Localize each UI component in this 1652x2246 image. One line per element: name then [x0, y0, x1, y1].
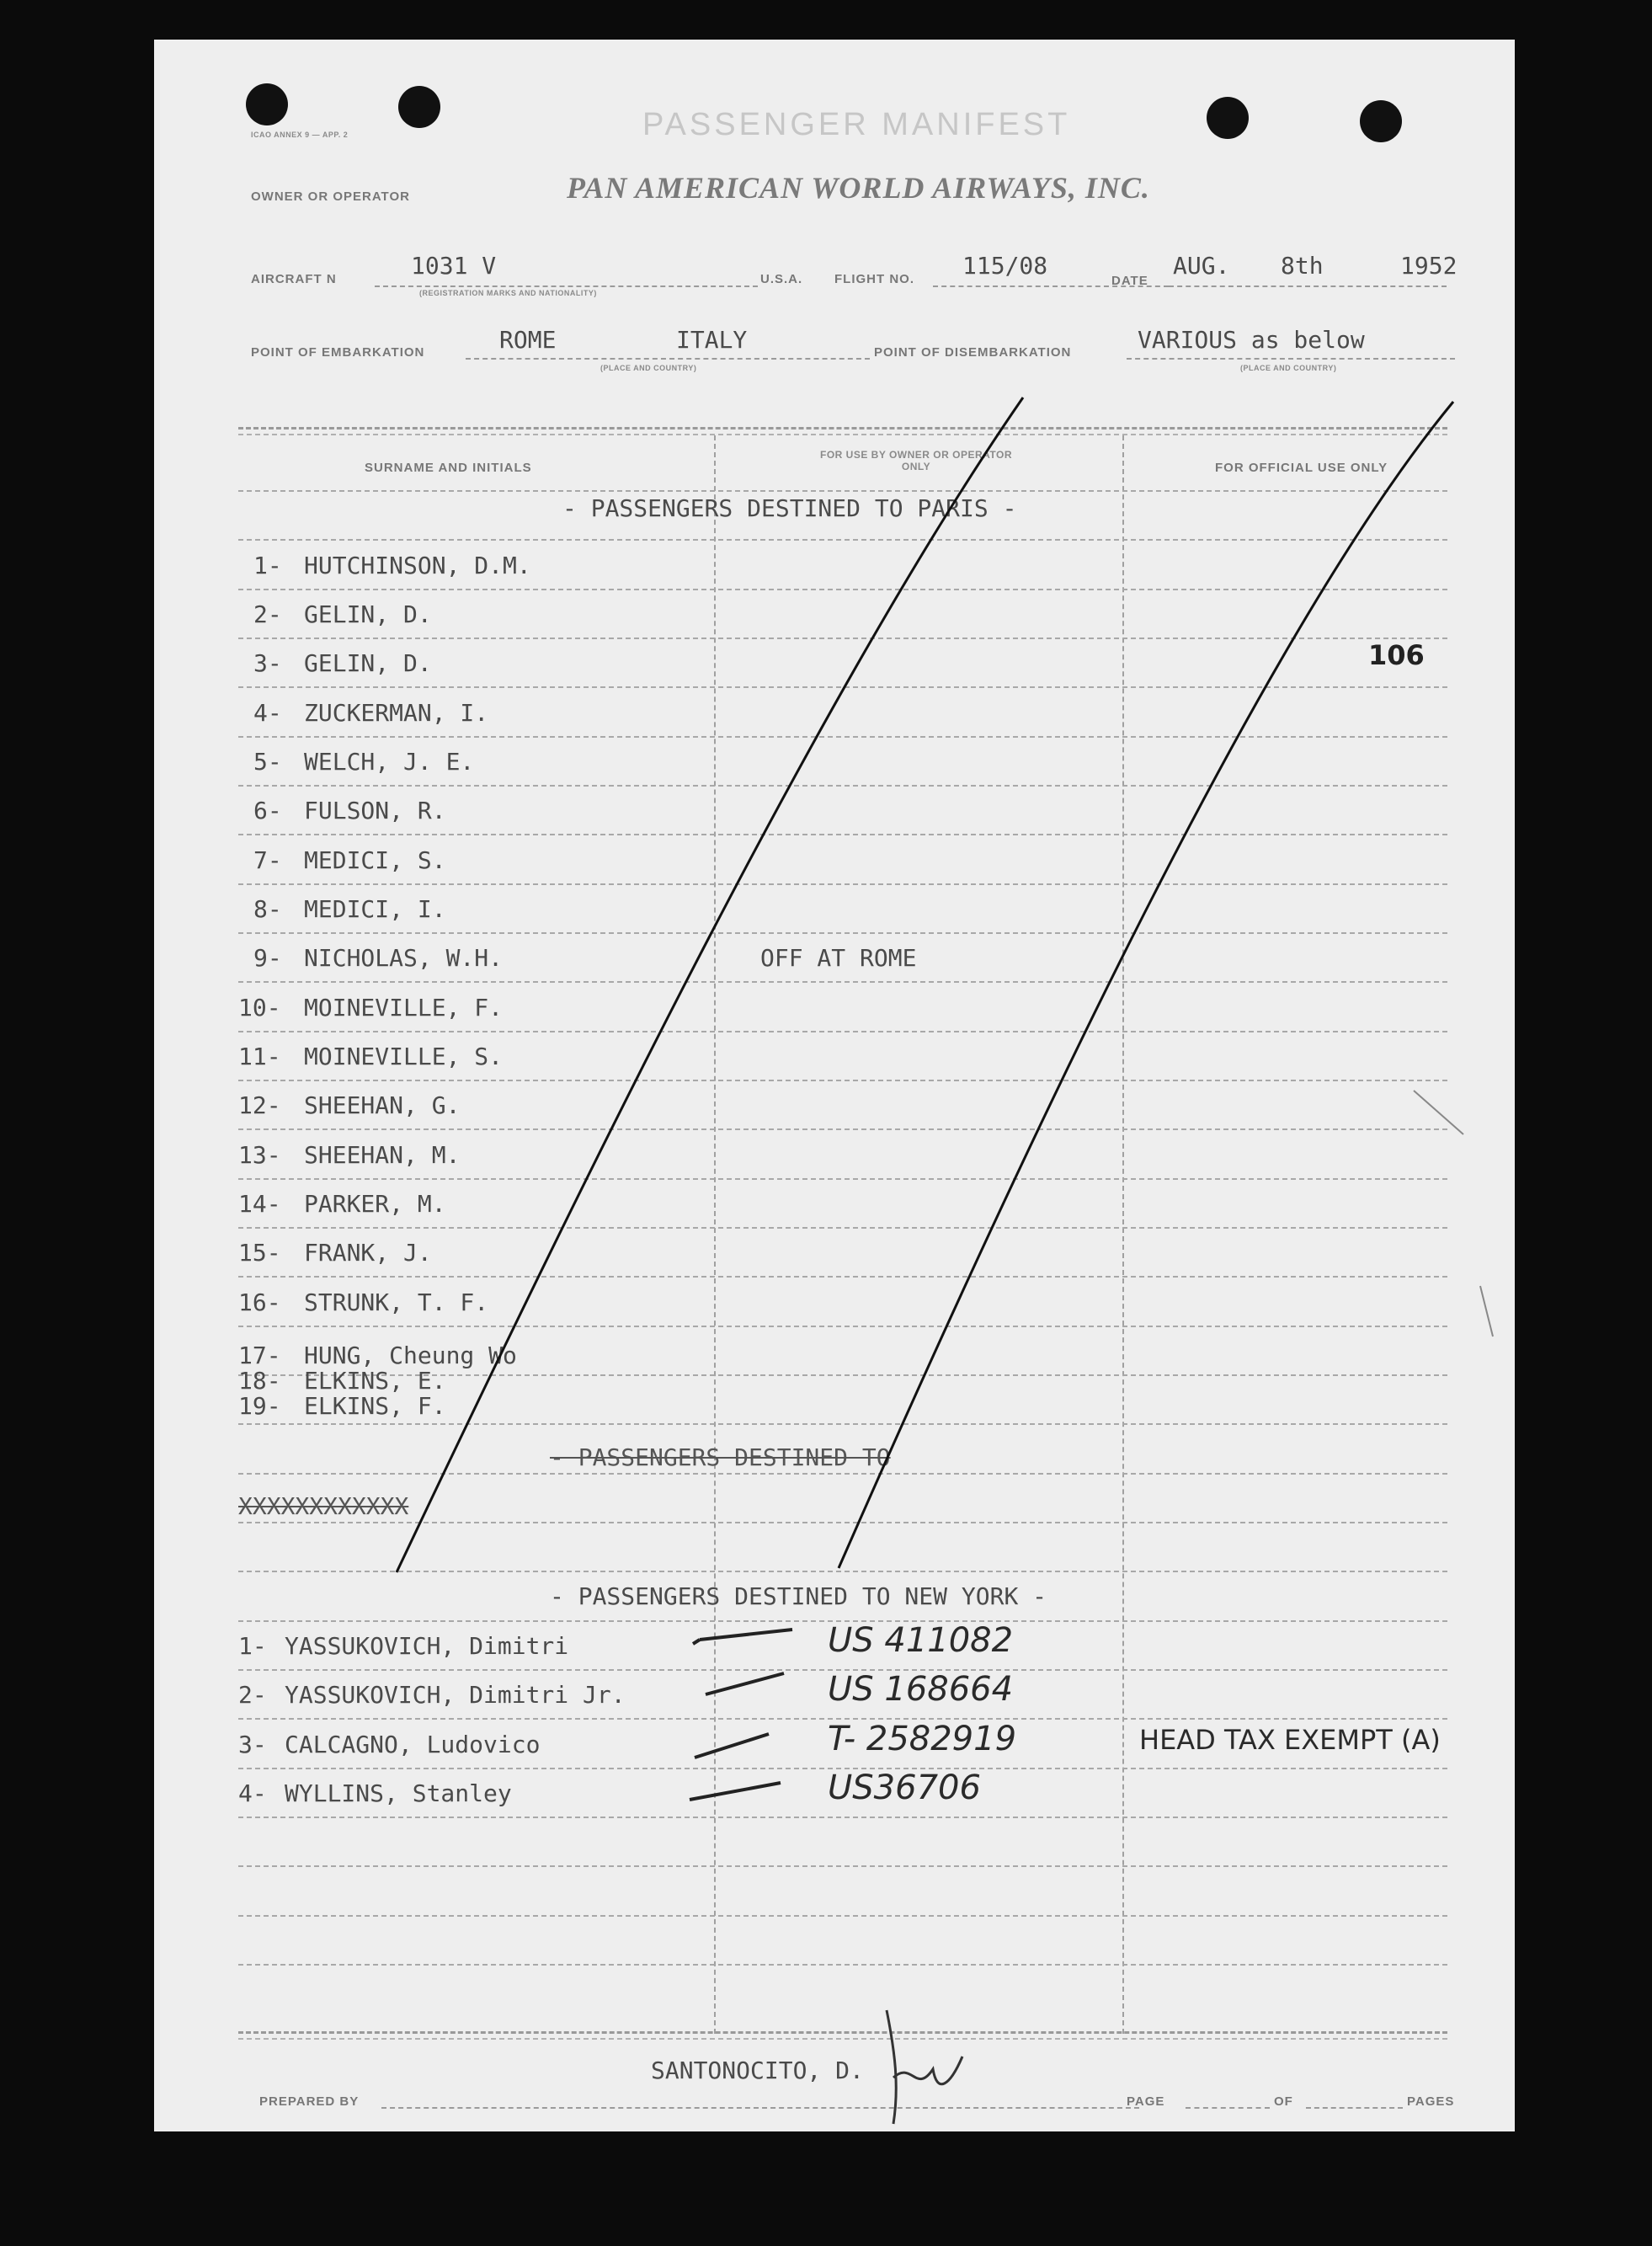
paris-passenger-number: 7-	[253, 846, 282, 874]
paris-passenger-number: 16-	[238, 1288, 281, 1316]
paris-passenger-name: PARKER, M.	[304, 1190, 446, 1218]
paris-passenger-name: GELIN, D.	[304, 600, 432, 628]
paris-passenger-number: 5-	[253, 748, 282, 776]
ny-passenger-number: 4-	[238, 1779, 267, 1807]
punch-hole	[398, 86, 440, 128]
column-header-names: SURNAME AND INITIALS	[365, 461, 532, 475]
form-title: PASSENGER MANIFEST	[642, 107, 1071, 142]
paris-heading: - PASSENGERS DESTINED TO PARIS -	[562, 494, 1017, 522]
aircraft-value: 1031 V	[411, 252, 497, 280]
paris-passenger-name: MEDICI, I.	[304, 895, 446, 923]
paris-passenger-name: MOINEVILLE, F.	[304, 994, 504, 1022]
official-stamp-number: 106	[1368, 639, 1425, 671]
disembarkation-label: POINT OF DISEMBARKATION	[874, 345, 1072, 360]
paris-passenger-number: 2-	[253, 600, 282, 628]
paris-passenger-number: 13-	[238, 1141, 281, 1169]
flight-value: 115/08	[962, 252, 1048, 280]
newyork-heading: - PASSENGERS DESTINED TO NEW YORK -	[550, 1582, 1047, 1610]
date-year: 1952	[1400, 252, 1457, 280]
paris-passenger-name: STRUNK, T. F.	[304, 1288, 489, 1316]
ny-passenger-document: US36706	[828, 1769, 981, 1807]
registration-caption: (REGISTRATION MARKS AND NATIONALITY)	[419, 289, 597, 297]
ny-passenger-number: 1-	[238, 1632, 267, 1660]
paris-passenger-number: 4-	[253, 699, 282, 727]
paris-passenger-number: 10-	[238, 994, 281, 1022]
ny-passenger-official-note: HEAD TAX EXEMPT (A)	[1139, 1724, 1441, 1756]
usa-label: U.S.A.	[760, 272, 803, 286]
paris-passenger-number: 8-	[253, 895, 282, 923]
paris-passenger-number: 15-	[238, 1239, 281, 1267]
paris-passenger-number: 9-	[253, 944, 282, 972]
embarkation-country: ITALY	[676, 326, 748, 354]
form-reference: ICAO ANNEX 9 — APP. 2	[251, 131, 349, 139]
manifest-page	[154, 40, 1515, 2131]
paris-passenger-number: 19-	[238, 1392, 281, 1420]
paris-passenger-number: 12-	[238, 1091, 281, 1119]
ny-passenger-name: WYLLINS, Stanley	[285, 1779, 512, 1807]
paris-passenger-name: FULSON, R.	[304, 797, 446, 824]
paris-passenger-number: 17-	[238, 1342, 281, 1369]
ny-passenger-number: 2-	[238, 1681, 267, 1709]
paris-passenger-number: 11-	[238, 1043, 281, 1070]
crossed-out-line: XXXXXXXXXXXX	[238, 1492, 409, 1520]
paris-passenger-name: MEDICI, S.	[304, 846, 446, 874]
date-month: AUG.	[1173, 252, 1230, 280]
embarkation-city: ROME	[499, 326, 557, 354]
paris-passenger-name: HUNG, Cheung Wo	[304, 1342, 517, 1369]
column-header-owner: FOR USE BY OWNER OR OPERATOR ONLY	[819, 449, 1013, 472]
owner-label: OWNER OR OPERATOR	[251, 189, 410, 204]
paris-passenger-name: SHEEHAN, G.	[304, 1091, 461, 1119]
punch-hole	[1360, 100, 1402, 142]
ny-passenger-name: YASSUKOVICH, Dimitri	[285, 1632, 569, 1660]
aircraft-label: AIRCRAFT N	[251, 272, 337, 286]
of-label: OF	[1274, 2094, 1293, 2109]
disembarkation-value: VARIOUS as below	[1138, 326, 1365, 354]
disembark-place-caption: (PLACE AND COUNTRY)	[1240, 364, 1337, 372]
prepared-by-label: PREPARED BY	[259, 2094, 360, 2109]
ny-passenger-name: YASSUKOVICH, Dimitri Jr.	[285, 1681, 626, 1709]
paris-passenger-number: 3-	[253, 649, 282, 677]
paris-passenger-name: ELKINS, F.	[304, 1392, 446, 1420]
flight-label: FLIGHT NO.	[834, 272, 914, 286]
crossed-out-heading: - PASSENGERS DESTINED TO	[550, 1443, 891, 1471]
ny-passenger-name: CALCAGNO, Ludovico	[285, 1731, 541, 1758]
ny-passenger-document: US 411082	[828, 1621, 1014, 1660]
punch-hole	[1207, 97, 1249, 139]
paris-passenger-name: ELKINS, E.	[304, 1367, 446, 1395]
embark-place-caption: (PLACE AND COUNTRY)	[600, 364, 697, 372]
ny-passenger-document: T- 2582919	[828, 1720, 1017, 1758]
prepared-by-value: SANTONOCITO, D.	[651, 2057, 864, 2084]
paris-passenger-name: WELCH, J. E.	[304, 748, 475, 776]
date-day: 8th	[1281, 252, 1324, 280]
airline-name: PAN AMERICAN WORLD AIRWAYS, INC.	[567, 171, 1150, 205]
page-label: PAGE	[1127, 2094, 1165, 2109]
paris-passenger-name: MOINEVILLE, S.	[304, 1043, 504, 1070]
paris-passenger-number: 14-	[238, 1190, 281, 1218]
paris-passenger-name: FRANK, J.	[304, 1239, 432, 1267]
paris-passenger-number: 18-	[238, 1367, 281, 1395]
paris-passenger-name: ZUCKERMAN, I.	[304, 699, 489, 727]
ny-passenger-document: US 168664	[828, 1670, 1014, 1709]
paris-passenger-note: OFF AT ROME	[760, 944, 917, 972]
paris-passenger-name: NICHOLAS, W.H.	[304, 944, 504, 972]
paris-passenger-number: 1-	[253, 552, 282, 579]
ny-passenger-number: 3-	[238, 1731, 267, 1758]
date-label: DATE	[1111, 274, 1148, 288]
pages-label: PAGES	[1407, 2094, 1455, 2109]
paris-passenger-name: SHEEHAN, M.	[304, 1141, 461, 1169]
embarkation-label: POINT OF EMBARKATION	[251, 345, 425, 360]
paris-passenger-name: HUTCHINSON, D.M.	[304, 552, 531, 579]
column-header-official: FOR OFFICIAL USE ONLY	[1215, 461, 1388, 475]
paris-passenger-name: GELIN, D.	[304, 649, 432, 677]
punch-hole	[246, 83, 288, 125]
paris-passenger-number: 6-	[253, 797, 282, 824]
